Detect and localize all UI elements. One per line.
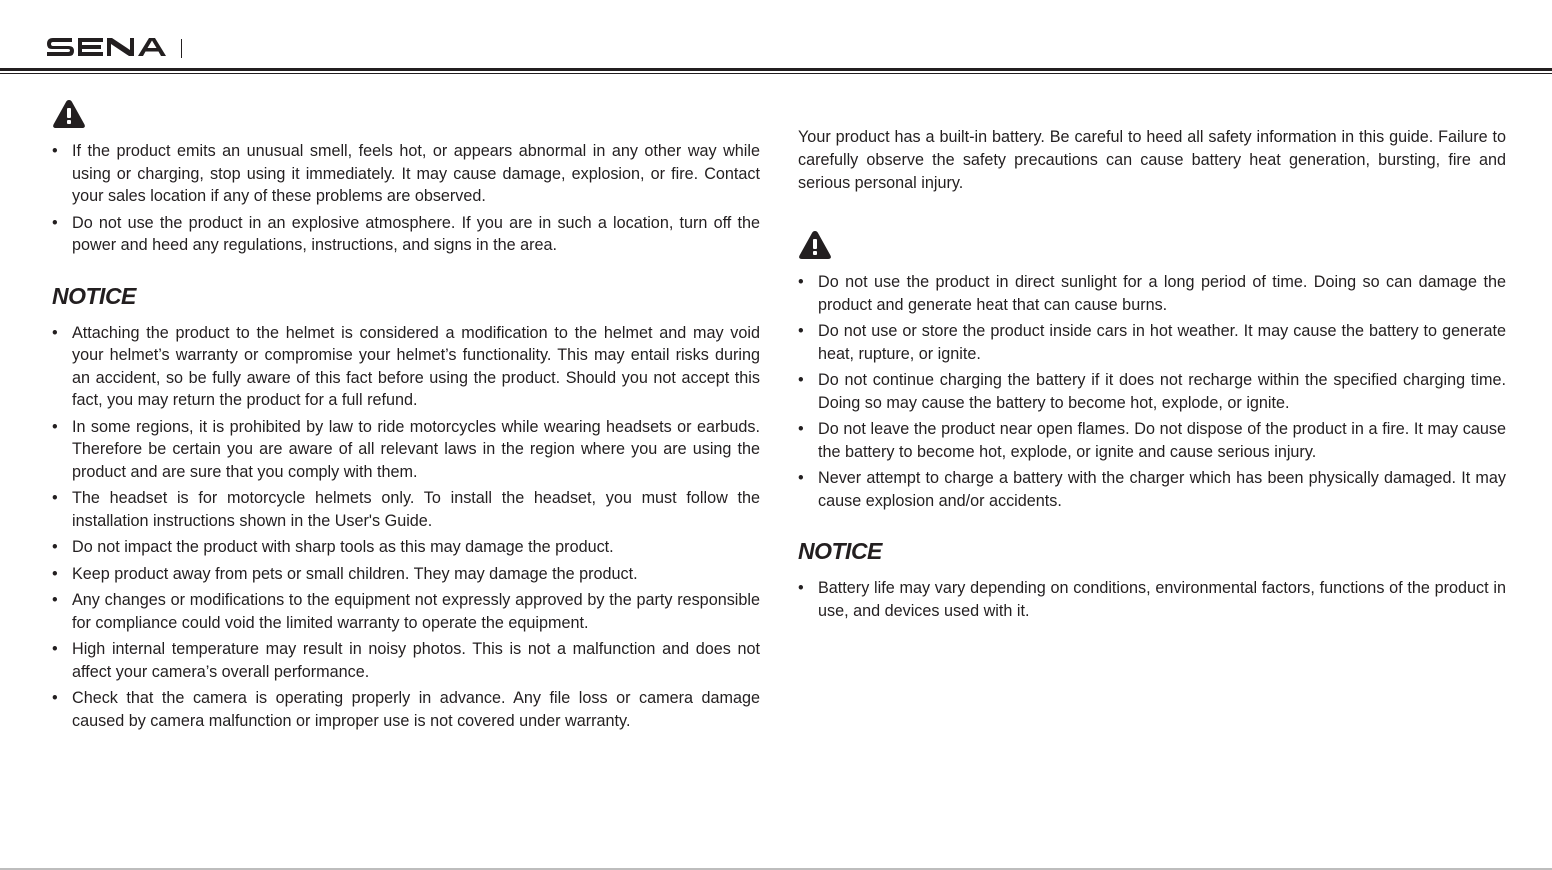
logo-separator [181, 39, 182, 58]
list-item: • Do not continue charging the battery if it does not recharge within the specified charging time. Doing so may cause the battery to become hot, explode, or ignite. [798, 371, 1506, 412]
notice-heading: NOTICE [798, 538, 882, 564]
notice-heading: NOTICE [52, 282, 136, 309]
list-item: • Do not use the product in an explosive atmosphere. If you are in such a location, turn off the power and heed any regulations, instructions, and signs in the area. [52, 213, 760, 254]
list-item: • Do not use the product in direct sunlight for a long period of time. Doing so can damage the product and generate heat that can cause burns. [798, 273, 1506, 314]
list-item: • In some regions, it is prohibited by law to ride motorcycles while wearing headsets or earbuds. Therefore be certain you are aware of all relevant laws in the region where you are using the product and are sure that you comply with them. [52, 417, 760, 481]
list-item: • Any changes or modifications to the equipment not expressly approved by the party responsible for compliance could void the limited warranty to operate the equipment. [52, 591, 760, 632]
list-item: • If the product emits an unusual smell, feels hot, or appears abnormal in any other way while using or charging, stop using it immediately. It may cause damage, explosion, or fire. Contact your sales location if any of these problems are observed. [52, 142, 760, 205]
left-column [52, 98, 760, 736]
left-warning-list [52, 140, 760, 257]
battery-intro: Your product has a built-in battery. Be careful to heed all safety information in this guide. Failure to carefully observe the safety precautions can cause battery heat generation, bursting, fire and serious personal injury. [798, 128, 1506, 192]
right-notice-list [798, 577, 1506, 622]
list-item: • The headset is for motorcycle helmets only. To install the headset, you must follow the installation instructions shown in the User's Guide. [52, 489, 760, 530]
right-column [798, 126, 1506, 626]
warning-triangle-icon [798, 229, 832, 261]
list-item: • Do not use or store the product inside cars in hot weather. It may cause the battery to generate heat, rupture, or ignite. [798, 322, 1506, 363]
right-warning-list [798, 271, 1506, 512]
list-item: • Keep product away from pets or small children. They may damage the product. [52, 564, 638, 583]
warning-triangle-icon [52, 98, 86, 130]
left-notice-list [52, 322, 760, 733]
list-item: • Attaching the product to the helmet is considered a modification to the helmet and may void your helmet’s warranty or compromise your helmet’s functionality. This may entail risks during an accident, so be fully aware of this fact before using the product. Should you not accept this fact, you may return the product for a full refund. [52, 323, 760, 409]
header-rule [0, 68, 1552, 71]
sena-logo [45, 34, 169, 60]
header-rule-thin [0, 73, 1552, 74]
list-item: • Battery life may vary depending on conditions, environmental factors, functions of the product in use, and devices used with it. [798, 579, 1506, 620]
list-item: • Do not impact the product with sharp tools as this may damage the product. [52, 538, 614, 556]
list-item: • Do not leave the product near open flames. Do not dispose of the product in a fire. It may cause the battery to become hot, explode, or ignite and cause serious injury. [798, 420, 1506, 461]
list-item: • Never attempt to charge a battery with the charger which has been physically damaged. It may cause explosion and/or accidents. [798, 469, 1506, 510]
list-item: • High internal temperature may result in noisy photos. This is not a malfunction and does not affect your camera’s overall performance. [52, 640, 760, 681]
list-item: • Check that the camera is operating properly in advance. Any file loss or camera damage caused by camera malfunction or improper use is not covered under warranty. [52, 689, 760, 730]
page-header [0, 0, 1552, 74]
